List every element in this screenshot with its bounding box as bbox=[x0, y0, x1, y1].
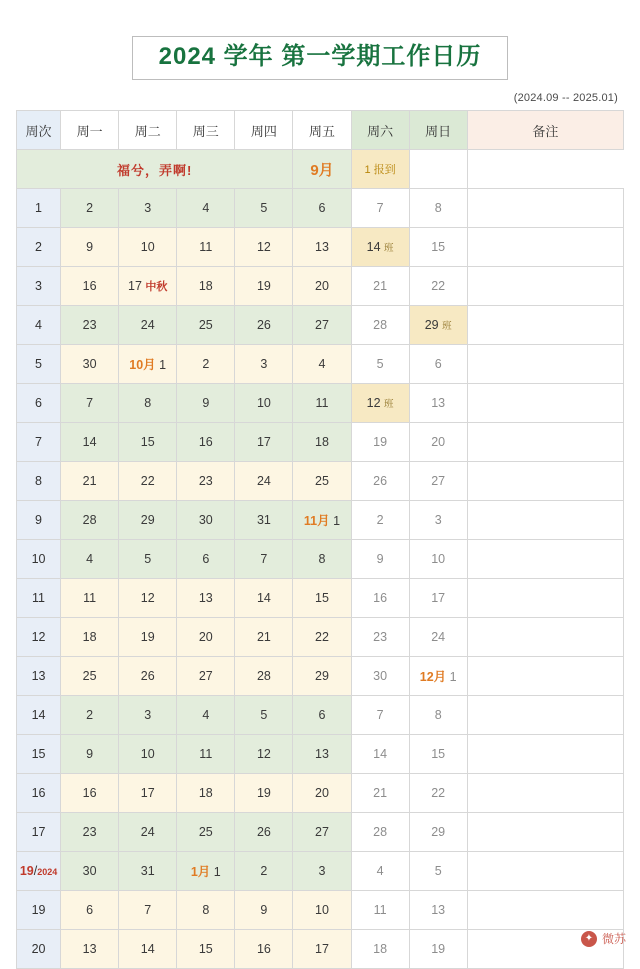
day-cell: 2 bbox=[351, 501, 409, 540]
day-cell: 11 bbox=[61, 579, 119, 618]
day-cell: 7 bbox=[61, 384, 119, 423]
day-cell: 7 bbox=[351, 189, 409, 228]
note-cell bbox=[467, 267, 623, 306]
day-cell: 11 bbox=[177, 735, 235, 774]
banner-month-text: 9月 bbox=[310, 161, 334, 179]
week-number-cell: 19/2024 bbox=[17, 852, 61, 891]
week-number-cell: 8 bbox=[17, 462, 61, 501]
column-header-sun: 周日 bbox=[409, 111, 467, 150]
day-cell: 5 bbox=[235, 696, 293, 735]
day-cell: 7 bbox=[235, 540, 293, 579]
day-cell: 19 bbox=[351, 423, 409, 462]
day-cell: 21 bbox=[351, 267, 409, 306]
table-row bbox=[17, 267, 624, 306]
table-header-row bbox=[17, 111, 624, 150]
note-cell bbox=[467, 540, 623, 579]
day-cell: 27 bbox=[177, 657, 235, 696]
watermark-text: 微苏 bbox=[601, 932, 626, 946]
table-row bbox=[17, 891, 624, 930]
day-cell: 9 bbox=[235, 891, 293, 930]
day-cell: 6 bbox=[177, 540, 235, 579]
day-cell: 23 bbox=[61, 813, 119, 852]
title-container bbox=[0, 0, 640, 80]
day-cell: 19 bbox=[235, 267, 293, 306]
day-cell: 7 bbox=[351, 696, 409, 735]
week-number-cell: 20 bbox=[17, 930, 61, 969]
page-title: 2024 学年 第一学期工作日历 bbox=[132, 36, 509, 80]
day-cell: 18 bbox=[177, 267, 235, 306]
day-cell: 5 bbox=[119, 540, 177, 579]
day-cell: 3 bbox=[235, 345, 293, 384]
day-cell: 30 bbox=[61, 852, 119, 891]
day-cell: 3 bbox=[119, 696, 177, 735]
note-cell bbox=[467, 696, 623, 735]
day-cell: 24 bbox=[235, 462, 293, 501]
day-cell: 18 bbox=[293, 423, 351, 462]
day-cell: 10 bbox=[409, 540, 467, 579]
day-cell: 28 bbox=[61, 501, 119, 540]
day-cell: 22 bbox=[409, 267, 467, 306]
day-cell: 19 bbox=[235, 774, 293, 813]
day-cell: 15 bbox=[409, 228, 467, 267]
day-cell: 12 bbox=[235, 735, 293, 774]
day-cell: 18 bbox=[177, 774, 235, 813]
table-row bbox=[17, 696, 624, 735]
day-cell: 13 bbox=[409, 384, 467, 423]
day-cell: 25 bbox=[293, 462, 351, 501]
week-number-cell: 11 bbox=[17, 579, 61, 618]
day-cell: 16 bbox=[351, 579, 409, 618]
day-cell: 26 bbox=[351, 462, 409, 501]
day-cell: 10 bbox=[235, 384, 293, 423]
day-cell: 24 bbox=[409, 618, 467, 657]
day-cell: 15 bbox=[293, 579, 351, 618]
week-number-cell: 5 bbox=[17, 345, 61, 384]
day-cell: 25 bbox=[61, 657, 119, 696]
day-cell: 10月 1 bbox=[119, 345, 177, 384]
day-cell: 13 bbox=[293, 228, 351, 267]
day-cell: 6 bbox=[61, 891, 119, 930]
day-cell: 24 bbox=[119, 813, 177, 852]
table-row bbox=[17, 618, 624, 657]
day-cell: 13 bbox=[409, 891, 467, 930]
week-number-cell: 15 bbox=[17, 735, 61, 774]
day-cell: 14 bbox=[351, 735, 409, 774]
table-row bbox=[17, 930, 624, 969]
day-cell: 4 bbox=[61, 540, 119, 579]
day-cell: 22 bbox=[293, 618, 351, 657]
week-number-cell: 4 bbox=[17, 306, 61, 345]
day-cell: 20 bbox=[409, 423, 467, 462]
app-badge-icon: ✦ bbox=[581, 931, 597, 947]
work-calendar-table bbox=[16, 110, 624, 969]
day-cell: 4 bbox=[351, 852, 409, 891]
day-cell: 19 bbox=[119, 618, 177, 657]
day-cell: 17 bbox=[293, 930, 351, 969]
day-cell: 29 bbox=[119, 501, 177, 540]
day-cell: 9 bbox=[177, 384, 235, 423]
day-cell: 10 bbox=[119, 228, 177, 267]
day-cell: 14 班 bbox=[351, 228, 409, 267]
day-cell: 19 bbox=[409, 930, 467, 969]
table-row bbox=[17, 774, 624, 813]
day-cell: 15 bbox=[409, 735, 467, 774]
note-cell bbox=[467, 228, 623, 267]
day-cell: 22 bbox=[409, 774, 467, 813]
day-cell: 2 bbox=[61, 696, 119, 735]
week-number-cell: 3 bbox=[17, 267, 61, 306]
day-cell: 27 bbox=[409, 462, 467, 501]
day-cell: 5 bbox=[235, 189, 293, 228]
table-row bbox=[17, 384, 624, 423]
week-number-cell: 13 bbox=[17, 657, 61, 696]
note-cell bbox=[467, 501, 623, 540]
day-cell: 29 bbox=[409, 813, 467, 852]
day-cell: 5 bbox=[351, 345, 409, 384]
day-cell: 17 bbox=[119, 774, 177, 813]
week-number-cell: 10 bbox=[17, 540, 61, 579]
day-cell: 17 bbox=[235, 423, 293, 462]
day-cell: 6 bbox=[409, 345, 467, 384]
day-cell: 15 bbox=[177, 930, 235, 969]
banner-greeting bbox=[17, 150, 293, 189]
banner-report-day: 1 报到 bbox=[351, 150, 409, 189]
day-cell: 23 bbox=[177, 462, 235, 501]
day-cell: 28 bbox=[351, 306, 409, 345]
day-cell: 30 bbox=[61, 345, 119, 384]
day-cell: 13 bbox=[177, 579, 235, 618]
day-cell: 17 中秋 bbox=[119, 267, 177, 306]
table-row bbox=[17, 345, 624, 384]
day-cell: 23 bbox=[351, 618, 409, 657]
week-number-cell: 9 bbox=[17, 501, 61, 540]
day-cell: 12月 1 bbox=[409, 657, 467, 696]
note-cell bbox=[467, 891, 623, 930]
day-cell: 13 bbox=[61, 930, 119, 969]
note-cell bbox=[467, 384, 623, 423]
watermark bbox=[581, 930, 626, 947]
table-row bbox=[17, 423, 624, 462]
day-cell: 2 bbox=[235, 852, 293, 891]
day-cell: 21 bbox=[61, 462, 119, 501]
day-cell: 13 bbox=[293, 735, 351, 774]
banner-month bbox=[293, 150, 351, 189]
day-cell: 21 bbox=[235, 618, 293, 657]
column-header-tue: 周二 bbox=[119, 111, 177, 150]
week-number-cell: 1 bbox=[17, 189, 61, 228]
banner-greeting-text: 福兮，弄啊! bbox=[117, 162, 193, 178]
table-row bbox=[17, 852, 624, 891]
day-cell: 11 bbox=[351, 891, 409, 930]
day-cell: 6 bbox=[293, 189, 351, 228]
day-cell: 28 bbox=[235, 657, 293, 696]
column-header-fri: 周五 bbox=[293, 111, 351, 150]
day-cell: 3 bbox=[409, 501, 467, 540]
note-cell bbox=[467, 345, 623, 384]
day-cell: 22 bbox=[119, 462, 177, 501]
week-number-cell: 12 bbox=[17, 618, 61, 657]
day-cell: 3 bbox=[293, 852, 351, 891]
day-cell: 11 bbox=[177, 228, 235, 267]
day-cell: 16 bbox=[235, 930, 293, 969]
table-row bbox=[17, 540, 624, 579]
note-cell bbox=[467, 618, 623, 657]
day-cell: 18 bbox=[61, 618, 119, 657]
day-cell: 10 bbox=[119, 735, 177, 774]
note-cell bbox=[467, 657, 623, 696]
note-cell bbox=[467, 306, 623, 345]
day-cell: 24 bbox=[119, 306, 177, 345]
day-cell: 14 bbox=[119, 930, 177, 969]
table-body bbox=[17, 150, 624, 969]
week-number-cell: 17 bbox=[17, 813, 61, 852]
day-cell: 28 bbox=[351, 813, 409, 852]
day-cell: 23 bbox=[61, 306, 119, 345]
week-number-cell: 14 bbox=[17, 696, 61, 735]
day-cell: 31 bbox=[235, 501, 293, 540]
day-cell: 12 bbox=[235, 228, 293, 267]
table-row bbox=[17, 306, 624, 345]
day-cell: 12 班 bbox=[351, 384, 409, 423]
week-number-cell: 6 bbox=[17, 384, 61, 423]
day-cell: 20 bbox=[293, 774, 351, 813]
day-cell: 15 bbox=[119, 423, 177, 462]
column-header-wed: 周三 bbox=[177, 111, 235, 150]
day-cell: 25 bbox=[177, 306, 235, 345]
day-cell: 9 bbox=[61, 228, 119, 267]
day-cell: 2 bbox=[177, 345, 235, 384]
table-row bbox=[17, 228, 624, 267]
day-cell: 27 bbox=[293, 813, 351, 852]
day-cell: 11月 1 bbox=[293, 501, 351, 540]
day-cell: 8 bbox=[293, 540, 351, 579]
day-cell: 26 bbox=[235, 813, 293, 852]
day-cell: 8 bbox=[119, 384, 177, 423]
table-row bbox=[17, 579, 624, 618]
day-cell: 6 bbox=[293, 696, 351, 735]
note-cell bbox=[409, 150, 467, 189]
note-cell bbox=[467, 735, 623, 774]
day-cell: 9 bbox=[61, 735, 119, 774]
column-header-note: 备注 bbox=[467, 111, 623, 150]
day-cell: 9 bbox=[351, 540, 409, 579]
note-cell bbox=[467, 423, 623, 462]
day-cell: 16 bbox=[61, 267, 119, 306]
banner-row bbox=[17, 150, 624, 189]
day-cell: 30 bbox=[351, 657, 409, 696]
column-header-mon: 周一 bbox=[61, 111, 119, 150]
day-cell: 26 bbox=[235, 306, 293, 345]
day-cell: 25 bbox=[177, 813, 235, 852]
day-cell: 11 bbox=[293, 384, 351, 423]
day-cell: 3 bbox=[119, 189, 177, 228]
day-cell: 10 bbox=[293, 891, 351, 930]
day-cell: 8 bbox=[409, 189, 467, 228]
day-cell: 8 bbox=[409, 696, 467, 735]
day-cell: 1月 1 bbox=[177, 852, 235, 891]
note-cell bbox=[467, 462, 623, 501]
day-cell: 4 bbox=[293, 345, 351, 384]
day-cell: 20 bbox=[293, 267, 351, 306]
day-cell: 31 bbox=[119, 852, 177, 891]
week-number-cell: 7 bbox=[17, 423, 61, 462]
column-header-thu: 周四 bbox=[235, 111, 293, 150]
date-range-subtitle: (2024.09 -- 2025.01) bbox=[513, 92, 618, 105]
column-header-week: 周次 bbox=[17, 111, 61, 150]
note-cell bbox=[467, 579, 623, 618]
day-cell: 20 bbox=[177, 618, 235, 657]
day-cell: 16 bbox=[61, 774, 119, 813]
day-cell: 12 bbox=[119, 579, 177, 618]
table-row bbox=[17, 501, 624, 540]
note-cell bbox=[467, 813, 623, 852]
day-cell: 5 bbox=[409, 852, 467, 891]
day-cell: 17 bbox=[409, 579, 467, 618]
day-cell: 29 班 bbox=[409, 306, 467, 345]
day-cell: 27 bbox=[293, 306, 351, 345]
note-cell bbox=[467, 774, 623, 813]
week-number-cell: 2 bbox=[17, 228, 61, 267]
table-row bbox=[17, 189, 624, 228]
day-cell: 14 bbox=[61, 423, 119, 462]
day-cell: 8 bbox=[177, 891, 235, 930]
day-cell: 4 bbox=[177, 696, 235, 735]
table-row bbox=[17, 813, 624, 852]
column-header-sat: 周六 bbox=[351, 111, 409, 150]
note-cell bbox=[467, 852, 623, 891]
week-number-cell: 16 bbox=[17, 774, 61, 813]
day-cell: 16 bbox=[177, 423, 235, 462]
day-cell: 30 bbox=[177, 501, 235, 540]
day-cell: 7 bbox=[119, 891, 177, 930]
day-cell: 26 bbox=[119, 657, 177, 696]
table-row bbox=[17, 462, 624, 501]
day-cell: 21 bbox=[351, 774, 409, 813]
table-row bbox=[17, 735, 624, 774]
day-cell: 18 bbox=[351, 930, 409, 969]
day-cell: 4 bbox=[177, 189, 235, 228]
day-cell: 14 bbox=[235, 579, 293, 618]
day-cell: 29 bbox=[293, 657, 351, 696]
note-cell bbox=[467, 189, 623, 228]
table-row bbox=[17, 657, 624, 696]
week-number-cell: 19 bbox=[17, 891, 61, 930]
day-cell: 2 bbox=[61, 189, 119, 228]
